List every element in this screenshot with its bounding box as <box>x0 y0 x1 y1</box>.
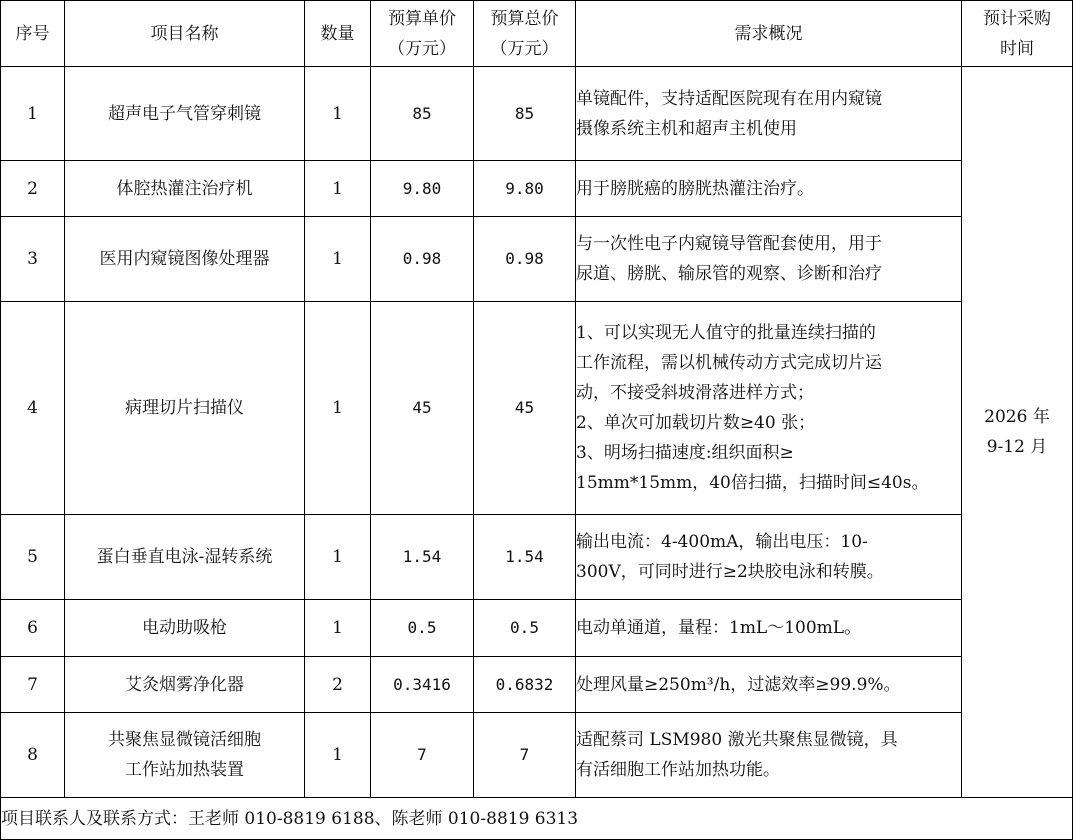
qty-cell: 1 <box>305 161 371 217</box>
header-seq: 序号 <box>1 1 65 67</box>
requirement-line: 15mm*15mm，40倍扫描，扫描时间≤40s。 <box>576 473 929 493</box>
seq-cell: 6 <box>1 600 65 657</box>
requirement-line: 工作流程，需以机械传动方式完成切片运 <box>576 353 882 373</box>
project-name-line: 医用内窥镜图像处理器 <box>99 249 270 269</box>
qty-cell: 1 <box>305 713 371 798</box>
header-time <box>962 1 1073 67</box>
qty-cell: 2 <box>305 657 371 713</box>
header-time-line2: 时间 <box>1000 38 1034 59</box>
unit-price-cell: 85 <box>371 67 474 161</box>
requirement-line: 1、可以实现无人值守的批量连续扫描的 <box>576 323 876 343</box>
project-name-line: 超声电子气管穿刺镜 <box>108 103 261 124</box>
total-price-cell: 45 <box>474 302 576 515</box>
requirement-line: 尿道、膀胱、输尿管的观察、诊断和治疗 <box>576 264 882 284</box>
requirement-line: 处理风量≥250m³/h，过滤效率≥99.9%。 <box>576 674 901 695</box>
table-row <box>1 600 1073 657</box>
table-row <box>1 67 1073 161</box>
requirement-cell <box>576 302 962 515</box>
header-name: 项目名称 <box>65 1 305 67</box>
project-name-line: 艾灸烟雾净化器 <box>125 674 244 695</box>
header-unit-price-line: 预算单价 <box>388 8 456 29</box>
requirement-cell <box>576 515 962 600</box>
table-row <box>1 161 1073 217</box>
qty-cell: 1 <box>305 302 371 515</box>
header-unit-price-unit: （万元） <box>388 38 456 59</box>
requirement-line: 有活细胞工作站加热功能。 <box>576 760 780 780</box>
requirement-cell <box>576 713 962 798</box>
requirement-line: 与一次性电子内窥镜导管配套使用，用于 <box>576 234 882 254</box>
requirement-line: 输出电流：4-400mA，输出电压：10- <box>576 532 868 552</box>
qty-cell: 1 <box>305 67 371 161</box>
total-price-cell: 0.98 <box>474 217 576 302</box>
unit-price-cell: 1.54 <box>371 515 474 600</box>
seq-cell: 1 <box>1 67 65 161</box>
table-row <box>1 713 1073 798</box>
project-name-line: 体腔热灌注治疗机 <box>116 178 253 199</box>
header-row <box>1 1 1073 67</box>
project-name-cell <box>65 600 305 657</box>
header-qty: 数量 <box>305 1 371 67</box>
project-name-line: 电动助吸枪 <box>142 618 227 638</box>
contact-row <box>1 798 1073 840</box>
qty-cell: 1 <box>305 515 371 600</box>
project-name-line: 蛋白垂直电泳-湿转系统 <box>96 547 273 567</box>
seq-cell: 8 <box>1 713 65 798</box>
requirement-line: 用于膀胱癌的膀胱热灌注治疗。 <box>576 178 814 199</box>
table-row <box>1 217 1073 302</box>
seq-cell: 4 <box>1 302 65 515</box>
header-unit-price <box>371 1 474 67</box>
project-name-cell <box>65 217 305 302</box>
unit-price-cell: 0.3416 <box>371 657 474 713</box>
unit-price-cell: 0.5 <box>371 600 474 657</box>
project-name-cell <box>65 161 305 217</box>
project-name-cell <box>65 67 305 161</box>
total-price-cell: 9.80 <box>474 161 576 217</box>
requirement-line: 动，不接受斜坡滑落进样方式； <box>576 383 814 403</box>
qty-cell: 1 <box>305 217 371 302</box>
total-price-cell: 1.54 <box>474 515 576 600</box>
qty-cell: 1 <box>305 600 371 657</box>
table-row <box>1 302 1073 515</box>
total-price-cell: 85 <box>474 67 576 161</box>
requirement-cell <box>576 161 962 217</box>
requirement-cell <box>576 600 962 657</box>
requirement-cell <box>576 67 962 161</box>
project-name-line: 病理切片扫描仪 <box>125 398 244 418</box>
procurement-time-line: 9-12 月 <box>986 437 1048 457</box>
project-name-line: 工作站加热装置 <box>125 760 244 780</box>
requirement-line: 适配蔡司 LSM980 激光共聚焦显微镜，具 <box>576 730 898 750</box>
seq-cell: 3 <box>1 217 65 302</box>
project-name-cell <box>65 515 305 600</box>
project-name-cell <box>65 713 305 798</box>
procurement-time-line: 2026 年 <box>984 407 1050 427</box>
unit-price-cell: 9.80 <box>371 161 474 217</box>
requirement-cell <box>576 217 962 302</box>
requirement-line: 300V，可同时进行≥2块胶电泳和转膜。 <box>576 562 884 582</box>
header-total-price-unit: （万元） <box>490 38 559 59</box>
project-name-cell <box>65 302 305 515</box>
requirement-line: 电动单通道，量程：1mL～100mL。 <box>576 618 862 638</box>
requirement-line: 摄像系统主机和超声主机使用 <box>576 118 797 139</box>
procurement-time-cell <box>962 67 1073 798</box>
total-price-cell: 0.6832 <box>474 657 576 713</box>
seq-cell: 5 <box>1 515 65 600</box>
seq-cell: 2 <box>1 161 65 217</box>
requirement-line: 单镜配件，支持适配医院现有在用内窥镜 <box>576 88 882 109</box>
seq-cell: 7 <box>1 657 65 713</box>
header-total-price <box>474 1 576 67</box>
requirement-line: 3、明场扫描速度:组织面积≥ <box>576 443 794 463</box>
project-name-line: 共聚焦显微镜活细胞 <box>108 730 261 750</box>
table-row <box>1 657 1073 713</box>
unit-price-cell: 45 <box>371 302 474 515</box>
requirement-line: 2、单次可加载切片数≥40 张； <box>576 413 816 433</box>
header-requirement: 需求概况 <box>576 1 962 67</box>
project-name-cell <box>65 657 305 713</box>
requirement-cell <box>576 657 962 713</box>
unit-price-cell: 0.98 <box>371 217 474 302</box>
contact-info: 项目联系人及联系方式：王老师 010-8819 6188、陈老师 010-8819 6313 <box>1 798 1073 840</box>
header-total-price-line: 预算总价 <box>490 8 559 29</box>
header-time-line1: 预计采购 <box>983 8 1051 29</box>
table-row <box>1 515 1073 600</box>
unit-price-cell: 7 <box>371 713 474 798</box>
total-price-cell: 0.5 <box>474 600 576 657</box>
total-price-cell: 7 <box>474 713 576 798</box>
